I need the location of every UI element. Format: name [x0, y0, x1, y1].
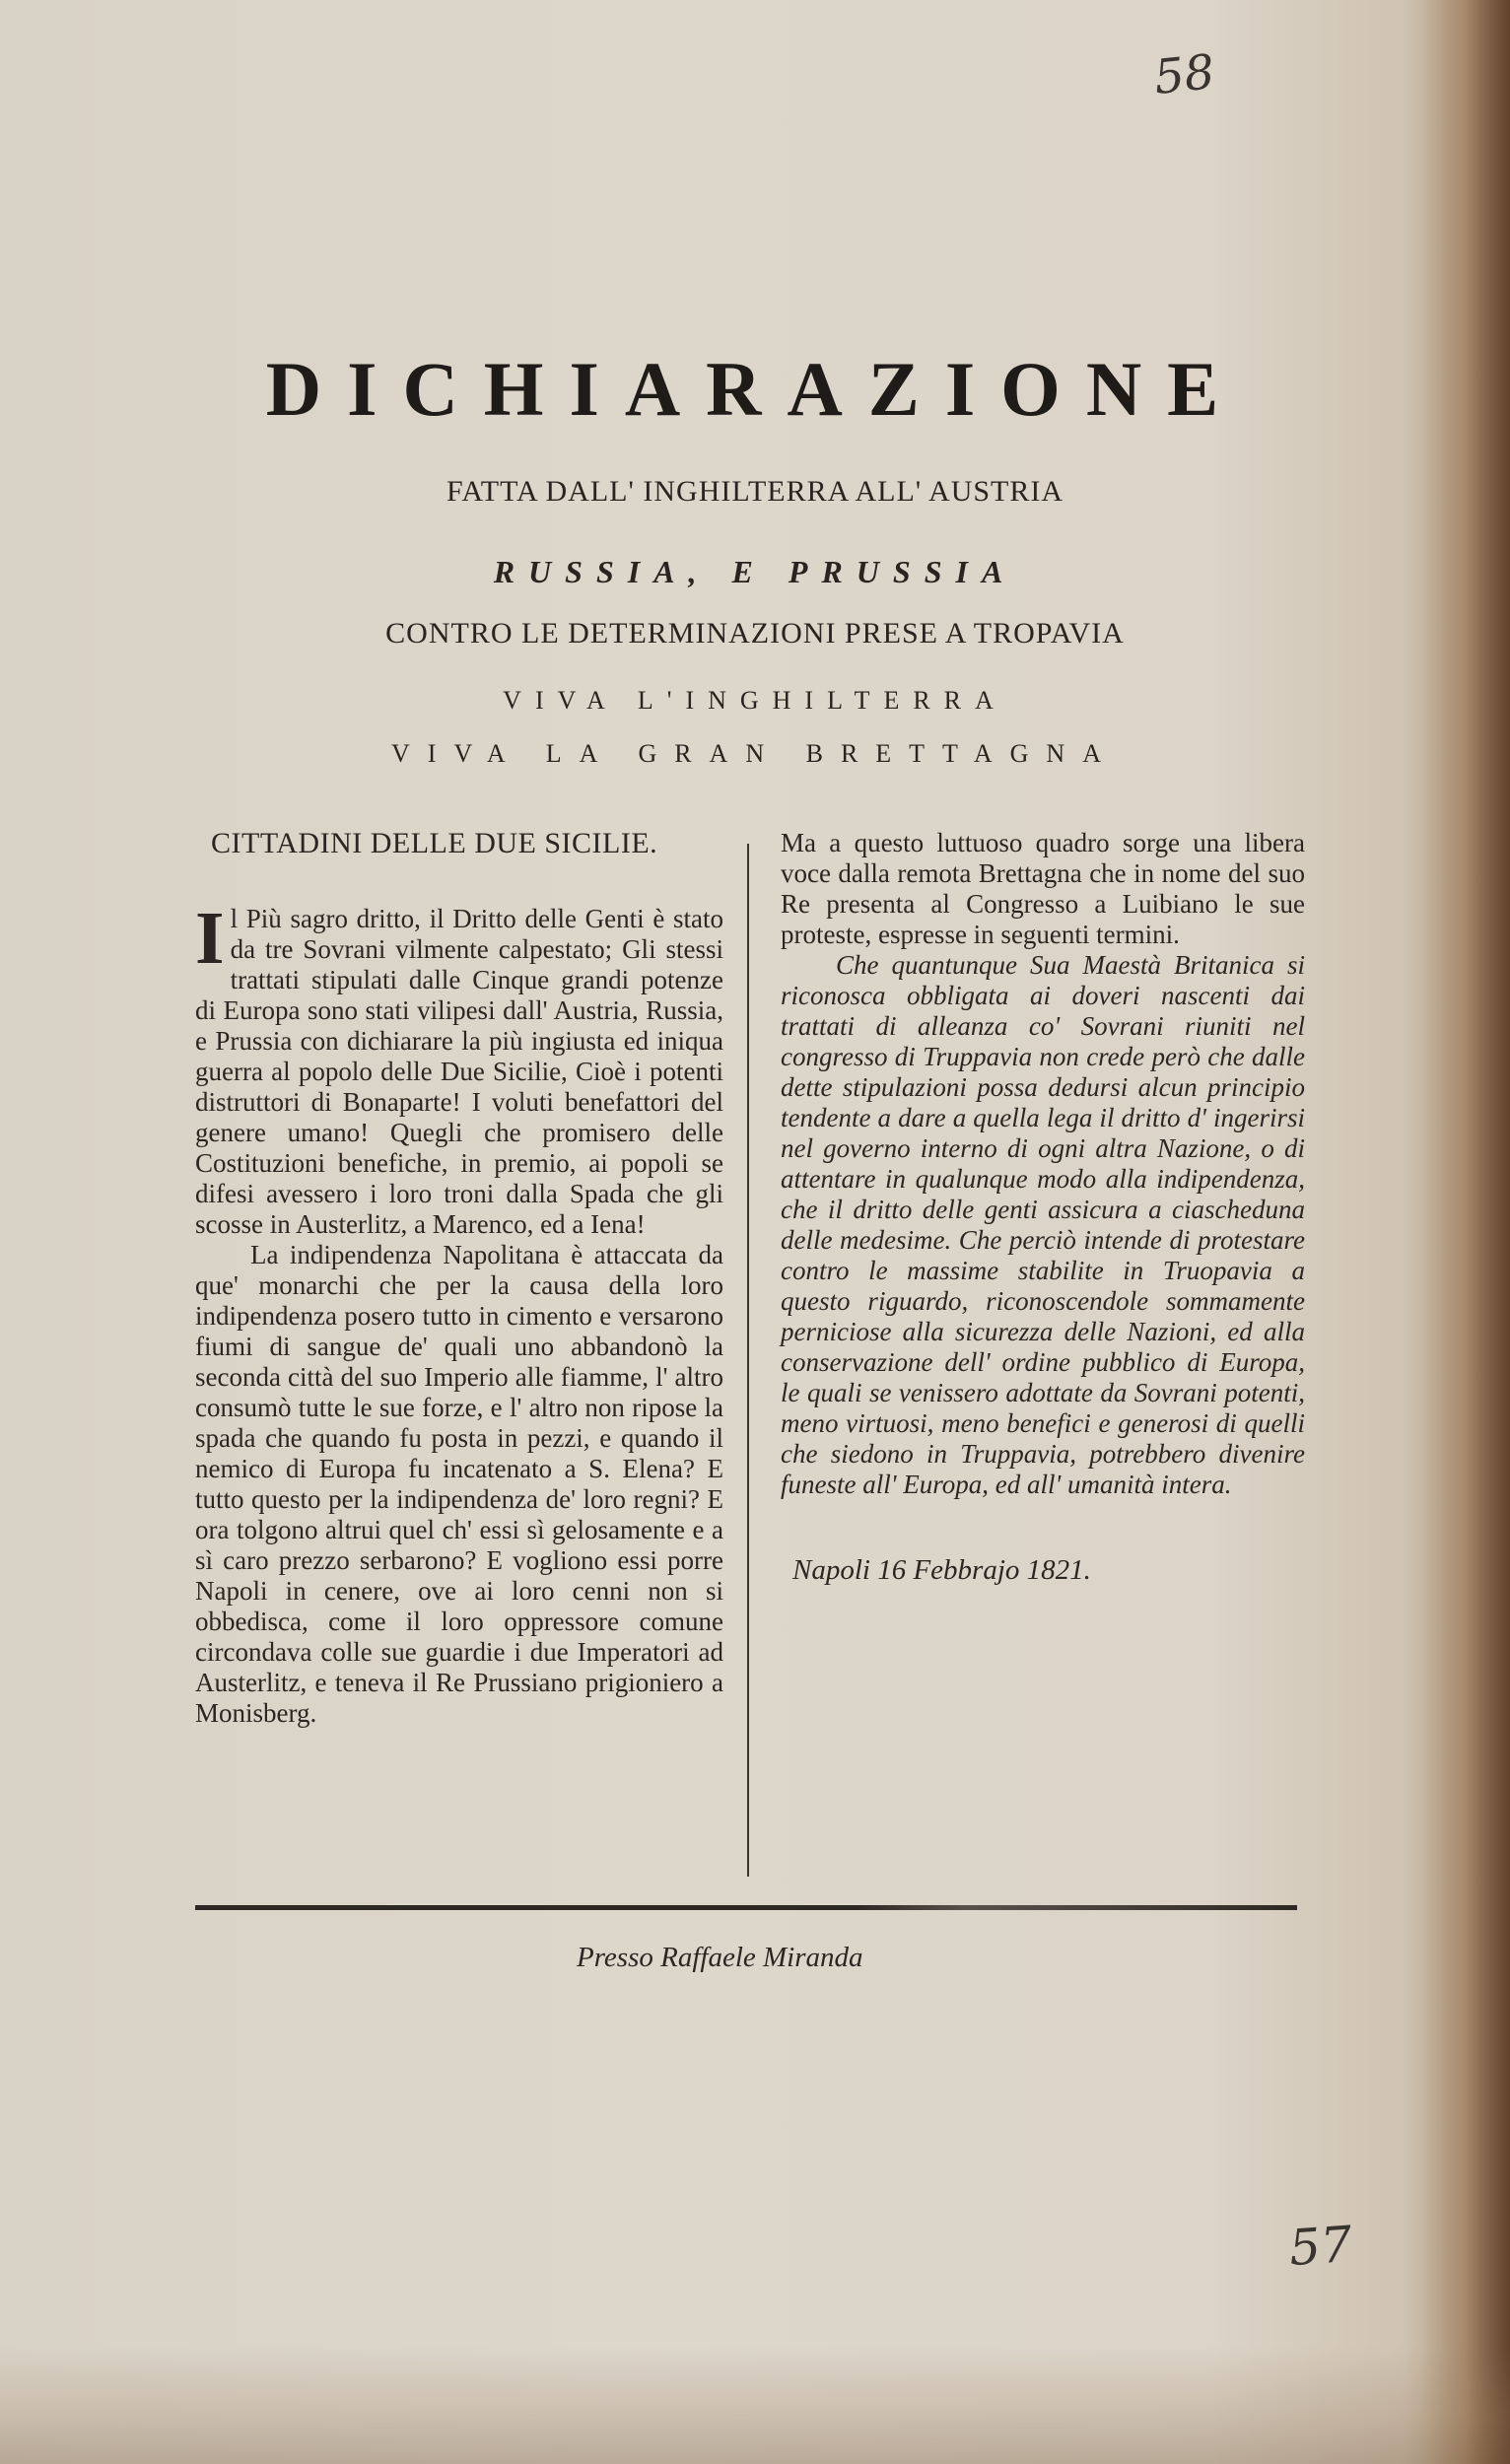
drop-cap: I — [195, 897, 225, 980]
right-column — [781, 828, 1305, 1586]
left-paragraph-1 — [195, 897, 723, 1240]
page-bottom-stain — [0, 2346, 1510, 2464]
document-title: DICHIARAZIONE — [265, 346, 1245, 432]
subtitle-line-2: RUSSIA, E PRUSSIA — [493, 554, 1017, 589]
dateline: Napoli 16 Febbrajo 1821. — [792, 1554, 1091, 1586]
footer-rule — [195, 1905, 1297, 1910]
subtitle-line-1: FATTA DALL' INGHILTERRA ALL' AUSTRIA — [446, 475, 1064, 508]
right-paragraph-2: Che quantunque Sua Maestà Britanica si riconosca obbligata ai doveri nascenti dai trattati di alleanza co' Sovrani riuniti nel congresso di Truppavia non crede però che dalle dette stipulazioni possa dedursi alcun principio tendente a dare a quella lega il dritto d' ingerirsi nel governo interno di ogni altra Nazione, o di attentare in qualunque modo alla indipendenza, che il dritto delle genti assicura a ciascheduna delle medesime. Che perciò intende di protestare contro le massime stabilite in Truopavia a questo riguardo, riconoscendole sommamente perniciose alla sicurezza delle Nazioni, ed alla conservazione dell' ordine pubblico di Europa, le quali se venissero adottate da Sovrani potenti, meno virtuosi, meno benefici e generosi di quelli che siedono in Truppavia, potrebbero divenire funeste all' Europa, ed all' umanità intera. — [781, 950, 1305, 1499]
printer-imprint: Presso Raffaele Miranda — [577, 1942, 863, 1973]
left-paragraph-1-text: l Più sagro dritto, il Dritto delle Genti è stato da tre Sovrani vilmente calpestato; Gli stessi trattati stipulati dalle Cinque grandi potenze di Europa sono stati vilipesi dall' Austria, Russia, e Prussia con dichiarare la più ingiusta ed iniqua guerra al popolo delle Due Sicilie, Cioè i potenti distruttori di Bonaparte! I voluti benefattori del genere umano! Quegli che promisero delle Costituzioni benefiche, in premio, ai popoli se difesi avessero i loro troni dalla Spada che gli scosse in Austerlitz, a Marenco, ed a Iena! — [195, 904, 723, 1239]
folio-number-top: 58 — [1151, 43, 1217, 106]
right-paragraph-1: Ma a questo luttuoso quadro sorge una libera voce dalla remota Brettagna che in nome del suo Re presenta al Congresso a Luibiano le sue proteste, espresse in seguenti termini. — [781, 828, 1305, 949]
left-column-heading: CITTADINI DELLE DUE SICILIE. — [211, 827, 658, 859]
subtitle-line-3: CONTRO LE DETERMINAZIONI PRESE A TROPAVIA — [385, 617, 1125, 650]
left-paragraph-2: La indipendenza Napolitana è attaccata da que' monarchi che per la causa della loro indipendenza posero tutto in cimento e versarono fiumi di sangue de' quali uno abbandonò la seconda città del suo Imperio alle fiamme, l' altro consumò tutte le sue forze, e l' altro non ripose la spada che quando fu posta in pezzi, e quando il nemico di Europa fu incatenato a S. Elena? E tutto questo per la indipendenza de' loro regni? E ora tolgono altrui quel ch' essi sì gelosamente e a sì caro prezzo serbarono? E vogliono essi porre Napoli in cenere, ove ai loro cenni non si obbedisca, come il loro oppressore comune circondava colle sue guardie i due Imperatori ad Austerlitz, e teneva il Re Prussiano prigioniero a Monisberg. — [195, 1240, 723, 1728]
left-column — [195, 828, 723, 1729]
folio-number-bottom: 57 — [1287, 2215, 1354, 2278]
subtitle-line-4: VIVA L'INGHILTERRA — [503, 686, 1007, 715]
column-divider — [747, 844, 749, 1877]
subtitle-line-5: VIVA LA GRAN BRETTAGNA — [391, 739, 1119, 768]
